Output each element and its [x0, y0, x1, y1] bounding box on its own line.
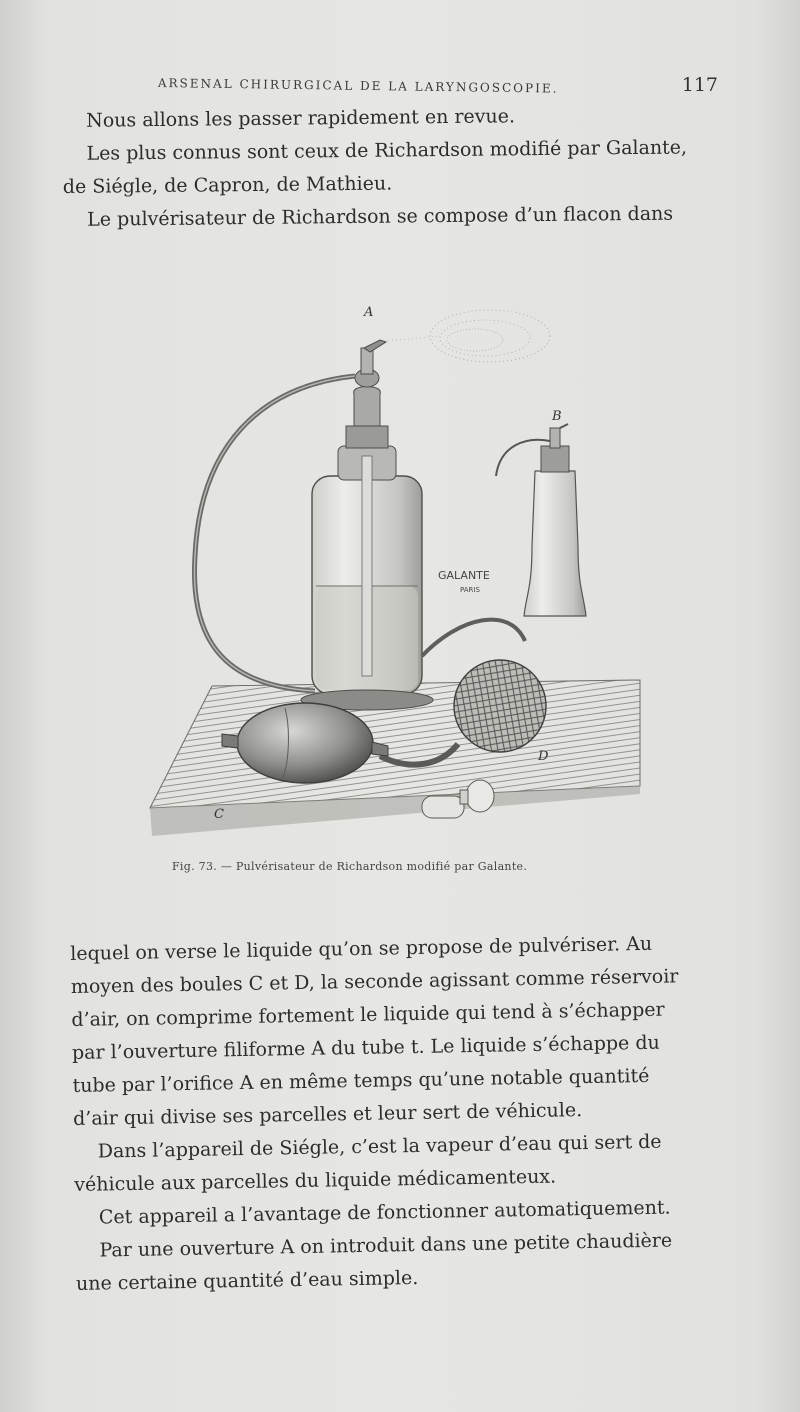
page-header [158, 76, 718, 100]
text-line: une certaine quantité d’eau simple. [75, 1266, 419, 1295]
page-number: 117 [681, 74, 718, 96]
figure-caption: Fig. 73. — Pulvérisateur de Richardson modifié par Galante. [172, 860, 528, 873]
text-line: moyen des boules C et D, la seconde agissant comme réservoir [70, 965, 679, 998]
figure-illustration [140, 296, 660, 846]
label-d: D [538, 749, 549, 764]
text-line: par l’ouverture filiforme A du tube t. Le liquide s’échappe du [71, 1031, 660, 1064]
running-title: ARSENAL CHIRURGICAL DE LA LARYNGOSCOPIE. [157, 76, 559, 96]
label-a: A [364, 305, 374, 320]
tube-t [362, 456, 372, 676]
spare-bottle-b [496, 424, 586, 616]
text-line: Les plus connus sont ceux de Richardson modifié par Galante, [86, 136, 688, 165]
connecting-tube [422, 620, 525, 656]
label-c: C [214, 807, 224, 822]
sprayer-engraving [140, 296, 660, 846]
text-line: de Siégle, de Capron, de Mathieu. [62, 172, 393, 198]
text-line: d’air, on comprime fortement le liquide qui tend à s’échapper [71, 998, 665, 1031]
flacon [301, 340, 433, 710]
bulb-d [454, 660, 546, 752]
text-line: Dans l’appareil de Siégle, c’est la vapeur d’eau qui sert de [97, 1130, 662, 1163]
paragraph-top [62, 98, 723, 237]
spray-mist [376, 310, 550, 362]
text-line: tube par l’orifice A en même temps qu’une notable quantité [72, 1064, 650, 1097]
maker-city: PARIS [460, 586, 480, 594]
label-b: B [552, 409, 562, 424]
paragraph-bottom [70, 926, 738, 1300]
maker-name: GALANTE [438, 569, 490, 582]
text-line: d’air qui divise ses parcelles et leur sert de véhicule. [72, 1099, 583, 1130]
text-line: Par une ouverture A on introduit dans une petite chaudière [99, 1229, 673, 1262]
text-line: Nous allons les passer rapidement en revue. [86, 105, 516, 132]
text-line: véhicule aux parcelles du liquide médicamenteux. [74, 1165, 557, 1196]
text-line: Le pulvérisateur de Richardson se compose d’un flacon dans [87, 202, 674, 231]
text-line: Cet appareil a l’avantage de fonctionner automatiquement. [98, 1196, 671, 1229]
text-line: lequel on verse le liquide qu’on se propose de pulvériser. Au [70, 932, 653, 965]
